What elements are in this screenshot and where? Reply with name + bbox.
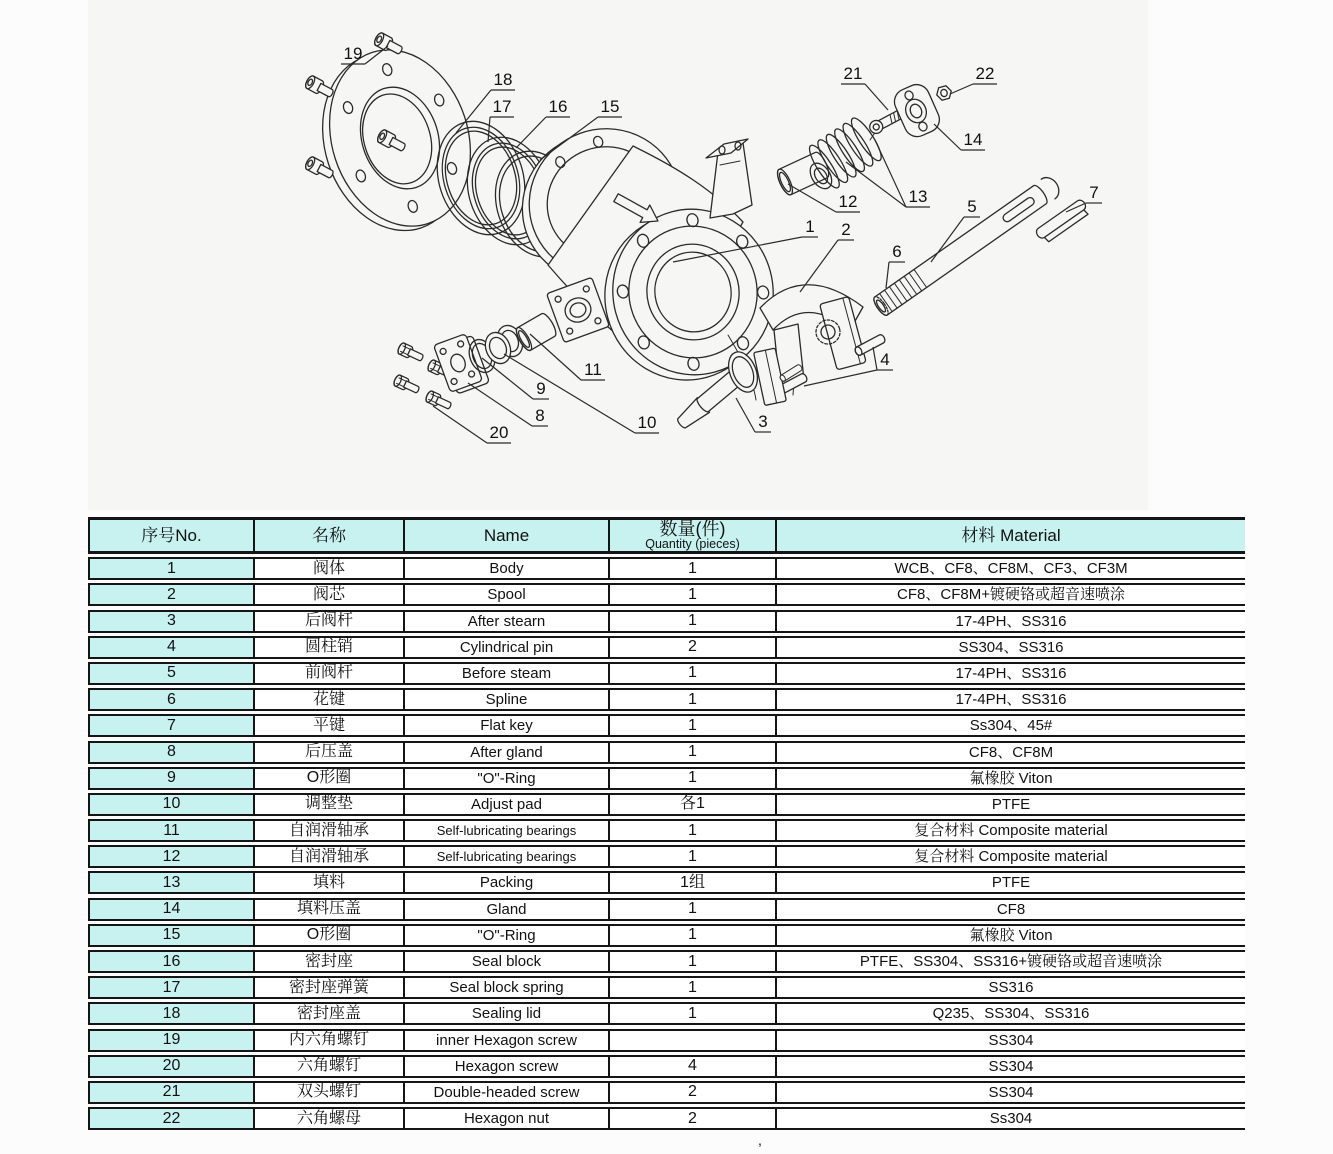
- cell-name-en: Self-lubricating bearings: [403, 821, 608, 840]
- table-row-21: [88, 1081, 1245, 1104]
- cell-material: WCB、CF8、CF8M、CF3、CF3M: [775, 559, 1245, 578]
- part-label-14: [934, 124, 985, 150]
- cell-qty: 1: [608, 664, 775, 683]
- svg-text:21: 21: [843, 64, 863, 83]
- table-row-1: [88, 557, 1245, 580]
- svg-text:11: 11: [584, 360, 602, 379]
- header-name-en: Name: [403, 520, 608, 551]
- table-body: [88, 557, 1245, 1130]
- svg-text:9: 9: [536, 379, 546, 398]
- cell-no: 22: [88, 1109, 253, 1128]
- cell-name-zh: 密封座盖: [253, 1004, 403, 1023]
- cell-name-zh: 自润滑轴承: [253, 847, 403, 866]
- cell-no: 16: [88, 952, 253, 971]
- cell-name-en: Flat key: [403, 716, 608, 735]
- stray-mark: ,: [758, 1132, 762, 1148]
- svg-text:19: 19: [343, 44, 363, 63]
- parts-table: [88, 517, 1245, 1133]
- cell-no: 20: [88, 1057, 253, 1076]
- header-qty-en: Quantity (pieces): [645, 536, 740, 551]
- cell-material: 17-4PH、SS316: [775, 690, 1245, 709]
- cell-name-en: Adjust pad: [403, 795, 608, 814]
- cell-qty: 1: [608, 952, 775, 971]
- cell-material: 氟橡胶 Viton: [775, 769, 1245, 788]
- svg-text:1: 1: [805, 217, 815, 236]
- cell-no: 2: [88, 585, 253, 604]
- cell-name-zh: 内六角螺钉: [253, 1031, 403, 1050]
- part-label-16: [516, 97, 570, 148]
- cell-no: 3: [88, 612, 253, 631]
- cell-qty: 1: [608, 612, 775, 631]
- header-qty: [608, 520, 775, 551]
- cell-name-zh: 密封座弹簧: [253, 978, 403, 997]
- cell-name-zh: 双头螺钉: [253, 1083, 403, 1102]
- cell-qty: 1: [608, 821, 775, 840]
- table-row-19: [88, 1029, 1245, 1052]
- table-header-row: [88, 517, 1245, 554]
- svg-text:13: 13: [908, 187, 928, 206]
- svg-text:2: 2: [841, 220, 851, 239]
- cell-material: CF8、CF8M: [775, 743, 1245, 762]
- table-row-4: [88, 636, 1245, 659]
- cell-no: 8: [88, 743, 253, 762]
- part-label-10: [504, 354, 659, 433]
- cell-name-en: Before steam: [403, 664, 608, 683]
- cell-material: 17-4PH、SS316: [775, 612, 1245, 631]
- cell-no: 10: [88, 795, 253, 814]
- svg-text:18: 18: [493, 70, 513, 89]
- cell-no: 17: [88, 978, 253, 997]
- cell-no: 21: [88, 1083, 253, 1102]
- table-row-20: [88, 1055, 1245, 1078]
- svg-text:10: 10: [637, 413, 657, 432]
- cell-qty: 1: [608, 690, 775, 709]
- cell-name-en: Body: [403, 559, 608, 578]
- cell-material: 氟橡胶 Viton: [775, 926, 1245, 945]
- exploded-view-diagram: [88, 0, 1148, 510]
- cell-name-zh: 后压盖: [253, 743, 403, 762]
- cell-material: Ss304: [775, 1109, 1245, 1128]
- table-row-13: [88, 871, 1245, 894]
- diagram-linework: [88, 0, 1148, 510]
- cell-name-en: Hexagon nut: [403, 1109, 608, 1128]
- cell-name-zh: 自润滑轴承: [253, 821, 403, 840]
- table-row-8: [88, 741, 1245, 764]
- cell-name-en: "O"-Ring: [403, 926, 608, 945]
- cell-name-zh: 密封座: [253, 952, 403, 971]
- svg-text:22: 22: [975, 64, 995, 83]
- cell-name-en: Self-lubricating bearings: [403, 847, 608, 866]
- table-row-17: [88, 976, 1245, 999]
- header-material: 材料 Material: [775, 520, 1245, 551]
- table-row-11: [88, 819, 1245, 842]
- cell-qty: 1: [608, 1004, 775, 1023]
- svg-text:14: 14: [963, 130, 983, 149]
- cell-qty: 1: [608, 743, 775, 762]
- cell-material: 复合材料 Composite material: [775, 821, 1245, 840]
- svg-text:16: 16: [548, 97, 568, 116]
- cell-no: 6: [88, 690, 253, 709]
- part-label-22: [950, 64, 997, 94]
- part-label-17: [488, 97, 514, 142]
- table-row-14: [88, 898, 1245, 921]
- cell-no: 14: [88, 900, 253, 919]
- cell-name-en: Packing: [403, 873, 608, 892]
- svg-text:5: 5: [967, 197, 977, 216]
- svg-text:12: 12: [838, 192, 858, 211]
- cell-name-zh: 前阀杆: [253, 664, 403, 683]
- table-row-2: [88, 583, 1245, 606]
- cell-name-zh: 花键: [253, 690, 403, 709]
- cell-material: 复合材料 Composite material: [775, 847, 1245, 866]
- cell-material: SS304、SS316: [775, 638, 1245, 657]
- cell-qty: 1: [608, 900, 775, 919]
- cell-name-en: Spline: [403, 690, 608, 709]
- cell-qty: 1: [608, 716, 775, 735]
- cell-material: SS304: [775, 1031, 1245, 1050]
- cell-qty: 1: [608, 769, 775, 788]
- cell-name-en: Sealing lid: [403, 1004, 608, 1023]
- cell-name-en: Spool: [403, 585, 608, 604]
- table-row-5: [88, 662, 1245, 685]
- cell-name-en: inner Hexagon screw: [403, 1031, 608, 1050]
- part-label-9: [482, 358, 549, 399]
- cell-no: 13: [88, 873, 253, 892]
- cell-qty: 1: [608, 978, 775, 997]
- header-name-zh: 名称: [253, 520, 403, 551]
- svg-text:7: 7: [1089, 183, 1099, 202]
- cell-qty: [608, 1031, 775, 1050]
- table-row-18: [88, 1002, 1245, 1025]
- cell-no: 18: [88, 1004, 253, 1023]
- cell-qty: 1组: [608, 873, 775, 892]
- cell-no: 7: [88, 716, 253, 735]
- cell-qty: 2: [608, 1109, 775, 1128]
- cell-no: 9: [88, 769, 253, 788]
- cell-name-en: Gland: [403, 900, 608, 919]
- table-row-3: [88, 610, 1245, 633]
- cell-qty: 2: [608, 1083, 775, 1102]
- cell-name-zh: 圆柱销: [253, 638, 403, 657]
- svg-text:6: 6: [892, 242, 902, 261]
- cell-qty: 2: [608, 638, 775, 657]
- part-label-13: [846, 140, 930, 207]
- svg-text:8: 8: [535, 406, 545, 425]
- cell-name-zh: 平键: [253, 716, 403, 735]
- table-row-15: [88, 924, 1245, 947]
- cell-name-zh: 填料压盖: [253, 900, 403, 919]
- svg-text:4: 4: [880, 350, 890, 369]
- cell-name-zh: 六角螺钉: [253, 1057, 403, 1076]
- part-22-hex-nut: [935, 85, 953, 101]
- cell-material: CF8、CF8M+镀硬铬或超音速喷涂: [775, 585, 1245, 604]
- cell-no: 19: [88, 1031, 253, 1050]
- cell-material: Q235、SS304、SS316: [775, 1004, 1245, 1023]
- cell-no: 4: [88, 638, 253, 657]
- part-1-valve-body: [501, 107, 794, 400]
- cell-name-zh: 后阀杆: [253, 612, 403, 631]
- cell-qty: 1: [608, 559, 775, 578]
- cell-name-en: Double-headed screw: [403, 1083, 608, 1102]
- cell-name-zh: 六角螺母: [253, 1109, 403, 1128]
- header-no: 序号No.: [88, 520, 253, 551]
- table-row-10: [88, 793, 1245, 816]
- svg-text:17: 17: [492, 97, 512, 116]
- part-label-20: [433, 406, 511, 443]
- svg-text:20: 20: [489, 423, 509, 442]
- cell-name-en: Seal block: [403, 952, 608, 971]
- table-row-16: [88, 950, 1245, 973]
- header-qty-zh: 数量(件): [659, 518, 726, 539]
- cell-no: 11: [88, 821, 253, 840]
- cell-qty: 1: [608, 585, 775, 604]
- part-8-after-gland: [433, 332, 489, 396]
- part-label-21: [841, 64, 888, 110]
- cell-name-zh: 阀芯: [253, 585, 403, 604]
- cell-name-en: Cylindrical pin: [403, 638, 608, 657]
- table-row-7: [88, 714, 1245, 737]
- part-14-gland: [890, 80, 943, 140]
- cell-qty: 各1: [608, 795, 775, 814]
- table-row-12: [88, 845, 1245, 868]
- cell-qty: 1: [608, 847, 775, 866]
- cell-material: SS316: [775, 978, 1245, 997]
- cell-name-zh: 填料: [253, 873, 403, 892]
- cell-material: SS304: [775, 1057, 1245, 1076]
- cell-no: 15: [88, 926, 253, 945]
- cell-no: 12: [88, 847, 253, 866]
- cell-material: SS304: [775, 1083, 1245, 1102]
- cell-no: 1: [88, 559, 253, 578]
- table-row-9: [88, 767, 1245, 790]
- cell-name-en: Hexagon screw: [403, 1057, 608, 1076]
- cell-material: Ss304、45#: [775, 716, 1245, 735]
- cell-material: PTFE: [775, 873, 1245, 892]
- cell-no: 5: [88, 664, 253, 683]
- cell-material: 17-4PH、SS316: [775, 664, 1245, 683]
- cell-name-en: After gland: [403, 743, 608, 762]
- cell-name-zh: O形圈: [253, 769, 403, 788]
- cell-name-en: "O"-Ring: [403, 769, 608, 788]
- cell-name-en: Seal block spring: [403, 978, 608, 997]
- table-row-22: [88, 1107, 1245, 1130]
- table-row-6: [88, 688, 1245, 711]
- cell-material: CF8: [775, 900, 1245, 919]
- cell-material: PTFE、SS304、SS316+镀硬铬或超音速喷涂: [775, 952, 1245, 971]
- cell-qty: 4: [608, 1057, 775, 1076]
- cell-name-en: After stearn: [403, 612, 608, 631]
- cell-material: PTFE: [775, 795, 1245, 814]
- cell-name-zh: O形圈: [253, 926, 403, 945]
- svg-text:15: 15: [600, 97, 620, 116]
- cell-name-zh: 调整垫: [253, 795, 403, 814]
- svg-text:3: 3: [758, 412, 768, 431]
- cell-qty: 1: [608, 926, 775, 945]
- cell-name-zh: 阀体: [253, 559, 403, 578]
